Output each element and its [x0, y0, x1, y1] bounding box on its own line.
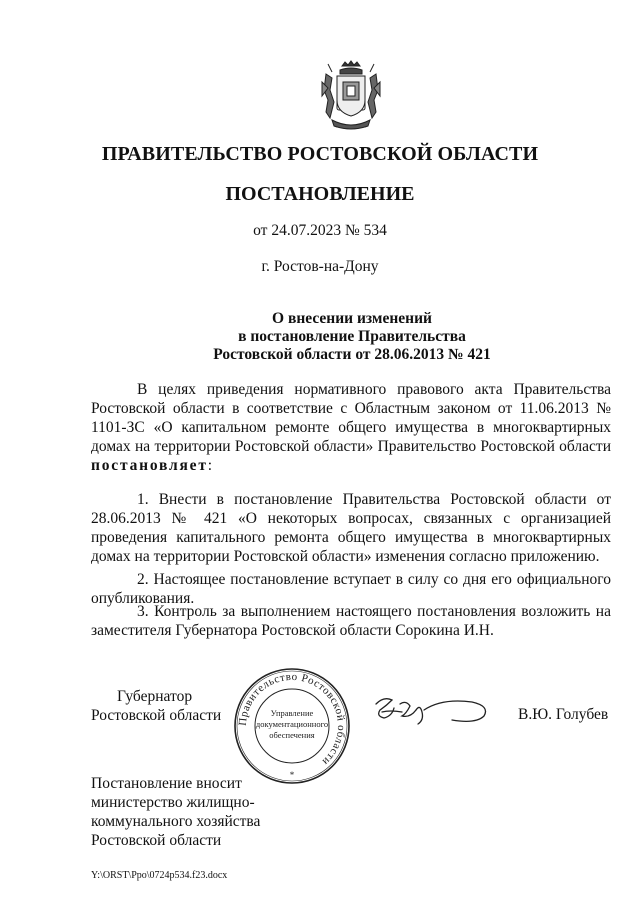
stamp-center-line: обеспечения: [269, 730, 315, 740]
decree-colon: :: [207, 457, 213, 474]
official-stamp: [232, 666, 352, 786]
signatory-title: [91, 687, 221, 725]
document-kind: ПОСТАНОВЛЕНИЕ: [225, 183, 415, 205]
preamble-paragraph: [91, 380, 611, 475]
subject-line: в постановление Правительства: [238, 328, 466, 345]
signatory-title-line: Губернатор: [117, 688, 193, 705]
stamp-center-line: Управление: [270, 708, 314, 718]
coat-of-arms-emblem: [318, 60, 384, 132]
decree-item-2: 2. Настоящее постановление вступает в силу со дня его официального опубликования.: [91, 571, 611, 607]
introduced-by-note: [91, 774, 260, 850]
city: г. Ростов-на-Дону: [261, 258, 379, 275]
introduced-line: коммунального хозяйства: [91, 813, 261, 830]
preamble-text: В целях приведения нормативного правового акта Правительства Ростовской области в соответствие с Областным законом от 11.06.2013 № 1101-ЗС «О капитальном ремонте общего имущества в многоквартирных домах на территории Ростовской области» Правительство Ростовской области: [91, 381, 611, 455]
introduced-line: Постановление вносит: [91, 775, 242, 792]
stamp-star-icon: *: [289, 770, 295, 780]
file-path: Y:\ORST\Ppo\0724p534.f23.docx: [91, 870, 228, 881]
subject-line: О внесении изменений: [272, 310, 432, 327]
stamp-ring-text: Правительство Ростовской области: [236, 670, 348, 768]
date-number: от 24.07.2023 № 534: [253, 222, 387, 239]
introduced-line: Ростовской области: [91, 832, 222, 849]
stamp-center-line: документационного: [255, 719, 329, 729]
signatory-title-line: Ростовской области: [91, 707, 222, 724]
handwritten-signature: [372, 690, 492, 732]
signer-name: В.Ю. Голубев: [518, 706, 609, 723]
document-subject: [0, 310, 640, 364]
decree-item-3: 3. Контроль за выполнением настоящего постановления возложить на заместителя Губернатора Ростовской области Сорокина И.Н.: [91, 603, 611, 639]
government-name: ПРАВИТЕЛЬСТВО РОСТОВСКОЙ ОБЛАСТИ: [101, 143, 539, 165]
decree-item-1: 1. Внести в постановление Правительства Ростовской области от 28.06.2013 № 421 «О некоторых вопросах, связанных с организацией проведения капитального ремонта общего имущества в многоквартирных домах на территории Ростовской области» изменения согласно приложению.: [91, 491, 611, 565]
decree-word: постановляет: [91, 457, 208, 474]
subject-line: Ростовской области от 28.06.2013 № 421: [213, 346, 491, 363]
introduced-line: министерство жилищно-: [91, 794, 255, 811]
